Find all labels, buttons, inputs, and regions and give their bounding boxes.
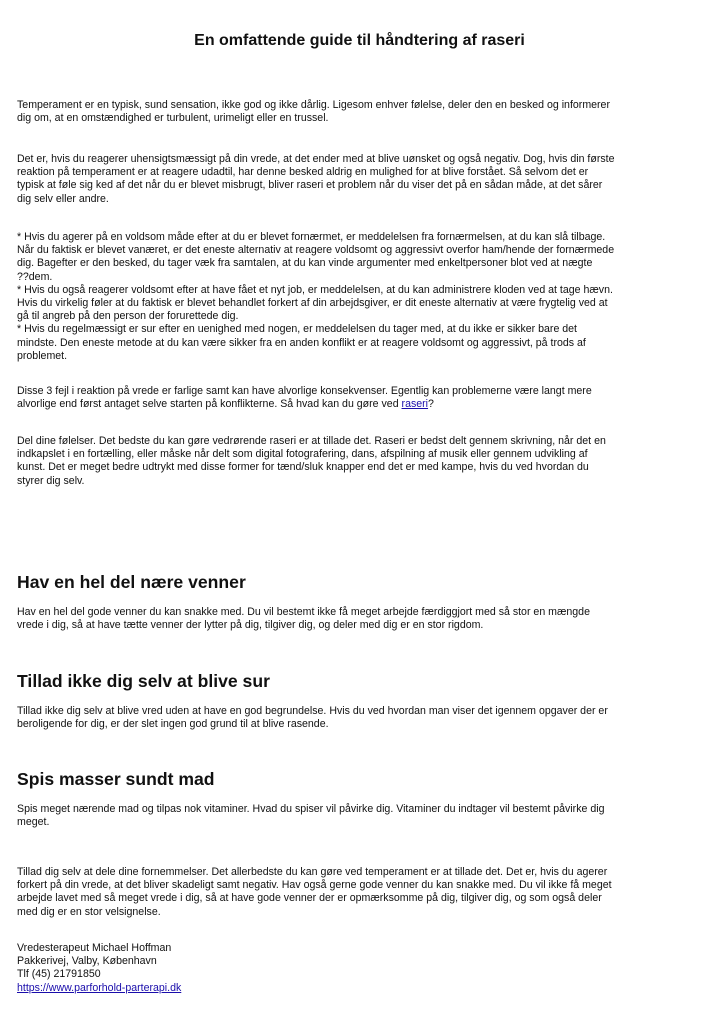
paragraph-food [17, 803, 703, 829]
text-line: indkapslet i en fortælling, eller måske når delt som digital fotografering, dans, afspilning af musik eller gennem udvikling af [17, 448, 588, 461]
text-line: * Hvis du også reagerer voldsomt efter at have fået et nyt job, er meddelelsen, at du kan administrere kloden ved at tage hævn. [17, 283, 613, 296]
section-heading-angry: Tillad ikke dig selv at blive sur [17, 671, 270, 691]
paragraph-summary [17, 866, 703, 919]
section-heading-food: Spis masser sundt mad [17, 769, 215, 789]
text-line: Tillad dig selv at dele dine fornemmelser. Det allerbedste du kan gøre ved temperament er at tillade det. Det er, hvis du agerer [17, 866, 608, 878]
text-line: Hvis du virkelig føler at du faktisk er blevet behandlet forkert af din arbejdsgiver, er dit eneste alternativ at være frygtelig ved at [17, 297, 608, 310]
text-line: ??dem. [17, 270, 53, 283]
text-line: dig selv eller andre. [17, 192, 109, 205]
text-line: styrer dig selv. [17, 474, 85, 487]
paragraph-consequences [17, 385, 703, 411]
page-title: En omfattende guide til håndtering af raseri [194, 32, 525, 49]
text-line: typisk at føle sig ked af det når du er blevet misbrugt, bliver raseri et problem når du viser det på en sådan måde, at det sårer [17, 179, 603, 192]
text-line: beroligende for dig, er der slet ingen god grund til at blive rasende. [17, 718, 329, 731]
text-line: reaktion på temperament er at reagere udadtil, har denne besked aldrig en mulighed for at blive forstået. Så selvom det er [17, 166, 589, 179]
paragraph-mistakes [17, 231, 703, 363]
text-line: Når du faktisk er blevet vanæret, er det eneste alternativ at reagere voldsomt og aggressivt overfor ham/hende der fornærmede [17, 244, 615, 257]
contact-phone: Tlf (45) 21791850 [17, 968, 101, 981]
paragraph-intro [17, 99, 703, 125]
text-line: dig om, at en omstændighed er turbulent, urimeligt eller en trussel. [17, 112, 329, 125]
paragraph-share-feelings [17, 435, 703, 488]
contact-address: Pakkerivej, Valby, København [17, 955, 157, 968]
text-line [17, 398, 703, 411]
text-line: dig. Bagefter er den besked, du tager væk fra samtalen, at du kan vinde argumenter med enkeltpersoner blot ved at nægte [17, 257, 593, 270]
text-line: mindste. Den eneste metode at du kan være sikker fra en anden konflikt er at reagere voldsomt og aggressivt, på trods af [17, 336, 586, 349]
text-line: Det er, hvis du reagerer uhensigtsmæssigt på din vrede, at det ender med at blive uønsket og også negativ. Dog, hvis din første [17, 153, 615, 165]
text-line: Hav en hel del gode venner du kan snakke med. Du vil bestemt ikke få meget arbejde færdiggjort med så stor en mængde [17, 606, 590, 618]
text-line: Tillad ikke dig selv at blive vred uden at have en god begrundelse. Hvis du ved hvordan man viser det igennem opgaver der er [17, 705, 608, 717]
text-line: gå til angreb på den person der forurettede dig. [17, 310, 239, 323]
section-heading-friends: Hav en hel del nære venner [17, 572, 246, 592]
paragraph-friends [17, 606, 703, 632]
contact-name: Vredesterapeut Michael Hoffman [17, 942, 172, 954]
text-line: * Hvis du agerer på en voldsom måde efter at du er blevet fornærmet, er meddelelsen fra fornærmelsen, at du kan slå tilbage. [17, 231, 606, 243]
raseri-link[interactable]: raseri [401, 398, 429, 411]
text-line: meget. [17, 816, 50, 829]
text-fragment: ? [428, 398, 434, 411]
text-line: problemet. [17, 349, 68, 362]
text-line: Del dine følelser. Det bedste du kan gøre vedrørende raseri er at tillade det. Raseri er bedst delt gennem skrivning, når det en [17, 435, 606, 447]
website-link[interactable]: https://www.parforhold-parterapi.dk [17, 981, 182, 994]
text-line: kunst. Det er meget bedre udtrykt med disse former for tænd/sluk knapper end det er med kampe, hvis du ved hvordan du [17, 461, 589, 474]
text-line: med dig er en stor velsignelse. [17, 905, 161, 918]
text-line: Disse 3 fejl i reaktion på vrede er farlige samt kan have alvorlige konsekvenser. Egentlig kan problemerne være langt mere [17, 385, 592, 397]
text-line: arbejde lavet med så meget vrede i dig, så at have gode venner der er opmærksomme på dig, tilgiver dig, og som også deler [17, 892, 602, 905]
text-line: forkert på din vrede, at det bliver skadeligt samt negativ. Hav også gerne gode venner du kan snakke med. Du vil ikke få meget [17, 879, 612, 892]
text-line: vrede i dig, så at have tætte venner der lytter på dig, tilgiver dig, og deler med dig er en stor rigdom. [17, 619, 484, 632]
paragraph-angry [17, 705, 703, 731]
text-line: Temperament er en typisk, sund sensation, ikke god og ikke dårlig. Ligesom enhver følelse, deler den en besked og informerer [17, 99, 610, 111]
contact-footer [17, 942, 181, 995]
text-line: * Hvis du regelmæssigt er sur efter en uenighed med nogen, er meddelelsen du tager med, at du ikke er sikker bare det [17, 323, 578, 336]
paragraph-reaction [17, 153, 703, 206]
text-line: Spis meget nærende mad og tilpas nok vitaminer. Hvad du spiser vil påvirke dig. Vitaminer du indtager vil bestemt påvirke dig [17, 803, 605, 815]
text-fragment: alvorlige end først antaget selve starten på konflikterne. Så hvad kan du gøre ved [17, 398, 402, 411]
